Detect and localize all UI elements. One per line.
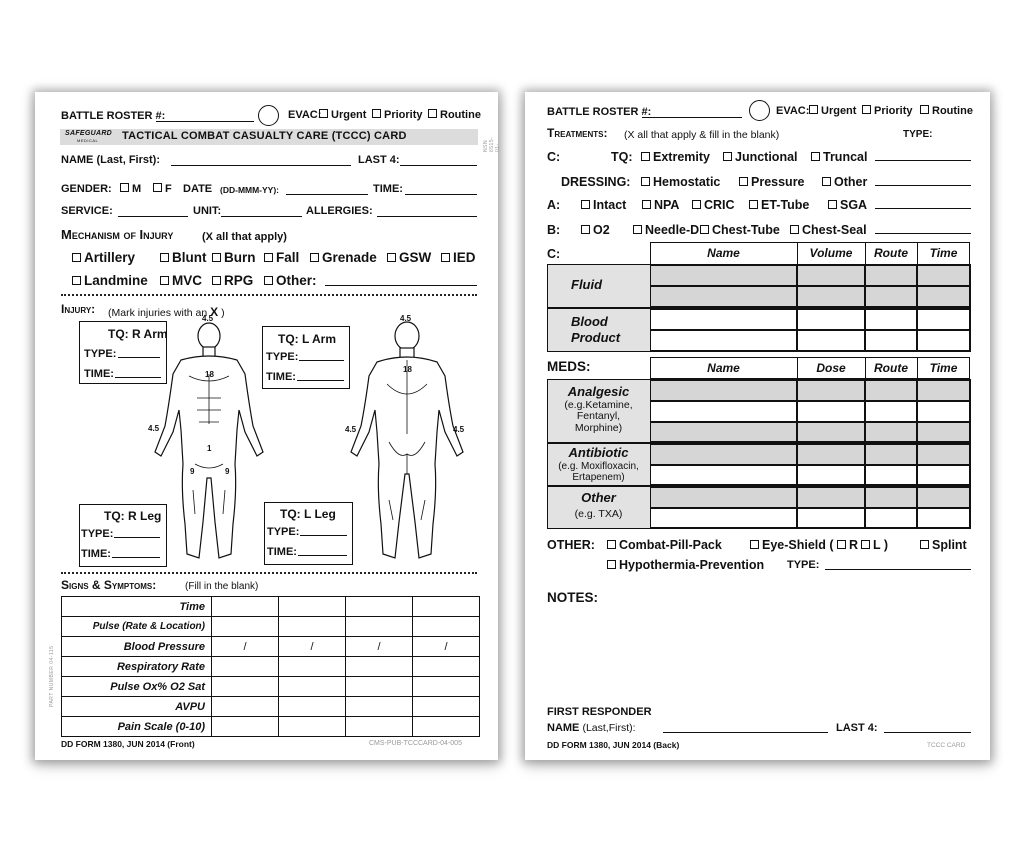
checkbox-icon[interactable] bbox=[581, 225, 590, 234]
med-entry-cell[interactable] bbox=[650, 401, 797, 422]
table-row bbox=[62, 597, 480, 617]
med-entry-cell[interactable] bbox=[797, 401, 865, 422]
treatments-type-label: TYPE: bbox=[903, 129, 933, 140]
body-number: 9 bbox=[225, 467, 230, 476]
battle-roster-field[interactable] bbox=[642, 117, 742, 118]
checkbox-icon[interactable] bbox=[212, 253, 221, 262]
tq-junctional[interactable]: Junctional bbox=[723, 150, 798, 164]
meds-label: MEDS: bbox=[547, 359, 591, 374]
med-entry-cell[interactable] bbox=[797, 508, 865, 528]
back-footer: DD FORM 1380, JUN 2014 (Back) bbox=[547, 740, 680, 750]
other-meds-label: Other bbox=[581, 490, 616, 505]
moi-other[interactable]: Other: bbox=[264, 273, 317, 288]
checkbox-icon[interactable] bbox=[811, 152, 820, 161]
dressing-hemostatic[interactable]: Hemostatic bbox=[641, 175, 720, 189]
ss-row-pulse: Pulse (Rate & Location) bbox=[62, 617, 212, 637]
tq-truncal[interactable]: Truncal bbox=[811, 150, 867, 164]
tccc-card-front bbox=[35, 92, 501, 760]
section-divider bbox=[61, 572, 477, 574]
table-row: Blood Pressure / / / / bbox=[62, 637, 480, 657]
dressing-other[interactable]: Other bbox=[822, 175, 867, 189]
meds-header-dose: Dose bbox=[816, 361, 846, 375]
moi-rpg[interactable]: RPG bbox=[212, 273, 253, 288]
b-needle-d[interactable]: Needle-D bbox=[633, 223, 699, 237]
unit-field[interactable] bbox=[221, 216, 302, 217]
tq-r-arm-type-field[interactable] bbox=[118, 357, 160, 358]
treatments-note: (X all that apply & fill in the blank) bbox=[624, 129, 780, 141]
evac-label: EVAC: bbox=[288, 109, 322, 121]
ss-table bbox=[61, 596, 480, 737]
c-table-label: C: bbox=[547, 247, 561, 261]
med-entry-cell[interactable] bbox=[917, 401, 970, 422]
a-cric[interactable]: CRIC bbox=[692, 198, 735, 212]
body-number: 1 bbox=[207, 444, 212, 453]
checkbox-icon[interactable] bbox=[920, 540, 929, 549]
dressing-pressure[interactable]: Pressure bbox=[739, 175, 805, 189]
evac-routine[interactable]: Routine bbox=[428, 109, 481, 121]
other-meds-example: (e.g. TXA) bbox=[574, 508, 623, 520]
other-type-field[interactable] bbox=[825, 569, 971, 570]
allergies-label: ALLERGIES: bbox=[306, 205, 373, 217]
checkbox-icon[interactable] bbox=[428, 109, 437, 118]
battle-roster-label: BATTLE ROSTER #: bbox=[61, 110, 166, 122]
med-entry-cell[interactable] bbox=[917, 422, 970, 442]
checkbox-icon[interactable] bbox=[607, 540, 616, 549]
eye-shield-r[interactable]: R bbox=[837, 538, 858, 552]
fr-last4-label: LAST 4: bbox=[836, 722, 878, 734]
checkbox-icon[interactable] bbox=[633, 225, 642, 234]
gender-f[interactable]: F bbox=[153, 183, 172, 195]
date-label: DATE bbox=[183, 183, 213, 195]
analgesic-label: Analgesic bbox=[567, 384, 630, 399]
last4-label: LAST 4: bbox=[358, 154, 400, 166]
table-row bbox=[62, 697, 480, 717]
b-chest-seal[interactable]: Chest-Seal bbox=[790, 223, 867, 237]
battle-roster-label: BATTLE ROSTER #: bbox=[547, 106, 652, 118]
checkbox-icon[interactable] bbox=[310, 253, 319, 262]
c-label: C: bbox=[547, 150, 561, 164]
tq-r-arm-time-field[interactable] bbox=[115, 377, 161, 378]
moi-burn[interactable]: Burn bbox=[212, 250, 256, 265]
first-responder-label: FIRST RESPONDER bbox=[547, 706, 652, 718]
body-number: 4.5 bbox=[400, 314, 412, 323]
body-number: 18 bbox=[205, 370, 214, 379]
notes-label: NOTES: bbox=[547, 590, 599, 605]
evac-priority[interactable]: Priority bbox=[372, 109, 423, 121]
antibiotic-example-2: Ertapenem) bbox=[572, 472, 625, 483]
med-entry-cell[interactable] bbox=[797, 444, 865, 465]
med-entry-cell[interactable] bbox=[865, 380, 917, 401]
evac-priority[interactable]: Priority bbox=[862, 105, 913, 117]
tq-r-arm-label: TQ: R Arm bbox=[108, 327, 168, 341]
battle-roster-field[interactable] bbox=[156, 121, 254, 122]
dressing-label: DRESSING: bbox=[561, 175, 631, 189]
checkbox-icon[interactable] bbox=[809, 105, 818, 114]
dressing-field[interactable] bbox=[875, 185, 971, 186]
analgesic-example-1: (e.g.Ketamine, bbox=[564, 399, 633, 411]
med-entry-cell[interactable] bbox=[650, 508, 797, 528]
checkbox-icon[interactable] bbox=[861, 540, 870, 549]
a-intact[interactable]: Intact bbox=[581, 198, 626, 212]
body-back-diagram[interactable] bbox=[343, 314, 477, 569]
body-number: 4.5 bbox=[453, 425, 465, 434]
ss-note: (Fill in the blank) bbox=[185, 581, 259, 592]
med-entry-cell[interactable] bbox=[797, 422, 865, 442]
fr-name-label: NAME (Last,First): bbox=[547, 722, 636, 734]
tq-time-label: TIME: bbox=[267, 546, 297, 558]
checkbox-icon[interactable] bbox=[120, 183, 129, 192]
a-field[interactable] bbox=[875, 208, 971, 209]
body-number: 18 bbox=[403, 365, 412, 374]
moi-grenade[interactable]: Grenade bbox=[310, 250, 377, 265]
checkbox-icon[interactable] bbox=[739, 177, 748, 186]
other-eye-shield[interactable]: Eye-Shield ( bbox=[750, 538, 834, 552]
body-number: 9 bbox=[190, 467, 195, 476]
moi-fall[interactable]: Fall bbox=[264, 250, 299, 265]
allergies-field[interactable] bbox=[377, 216, 477, 217]
med-entry-cell[interactable] bbox=[865, 508, 917, 528]
time-label: TIME: bbox=[373, 183, 403, 195]
last4-field[interactable] bbox=[400, 165, 477, 166]
med-entry-cell[interactable] bbox=[650, 380, 797, 401]
med-entry-cell[interactable] bbox=[797, 380, 865, 401]
tq-type-label: TYPE: bbox=[81, 528, 114, 540]
med-entry-cell[interactable] bbox=[650, 465, 797, 485]
med-entry-cell[interactable] bbox=[650, 487, 797, 508]
med-entry-cell[interactable] bbox=[650, 444, 797, 465]
evac-urgent[interactable]: Urgent bbox=[319, 109, 366, 121]
front-footer-code: CMS-PUB-TCCCARD-04-005 bbox=[369, 740, 462, 747]
moi-other-field[interactable] bbox=[325, 285, 477, 286]
tccc-card-back bbox=[525, 92, 990, 760]
moi-ied[interactable]: IED bbox=[441, 250, 476, 265]
gender-label: GENDER: bbox=[61, 183, 112, 195]
a-et-tube[interactable]: ET-Tube bbox=[749, 198, 809, 212]
tq-r-leg-type-field[interactable] bbox=[114, 537, 160, 538]
tq-label: TQ: bbox=[611, 150, 633, 164]
checkbox-icon[interactable] bbox=[441, 253, 450, 262]
tq-field[interactable] bbox=[875, 160, 971, 161]
front-footer: DD FORM 1380, JUN 2014 (Front) bbox=[61, 739, 195, 749]
b-o2[interactable]: O2 bbox=[581, 223, 610, 237]
safeguard-logo-sub: MEDICAL bbox=[77, 138, 99, 143]
checkbox-icon[interactable] bbox=[641, 152, 650, 161]
checkbox-icon[interactable] bbox=[642, 200, 651, 209]
service-label: SERVICE: bbox=[61, 205, 113, 217]
checkbox-icon[interactable] bbox=[750, 540, 759, 549]
med-entry-cell[interactable] bbox=[865, 487, 917, 508]
moi-title: Mechanism of Injury bbox=[61, 227, 174, 242]
section-divider bbox=[61, 294, 477, 296]
med-entry-cell[interactable] bbox=[917, 380, 970, 401]
other-type-label: TYPE: bbox=[787, 559, 820, 571]
evac-label: EVAC: bbox=[776, 105, 810, 117]
a-sga[interactable]: SGA bbox=[828, 198, 867, 212]
med-entry-cell[interactable] bbox=[917, 508, 970, 528]
checkbox-icon[interactable] bbox=[920, 105, 929, 114]
checkbox-icon[interactable] bbox=[319, 109, 328, 118]
med-entry-cell[interactable] bbox=[865, 401, 917, 422]
evac-circle bbox=[749, 100, 770, 121]
med-entry-cell[interactable] bbox=[917, 487, 970, 508]
time-field[interactable] bbox=[405, 194, 477, 195]
a-npa[interactable]: NPA bbox=[642, 198, 679, 212]
fluid-label: Fluid bbox=[571, 277, 603, 292]
med-entry-cell[interactable] bbox=[797, 487, 865, 508]
tq-l-arm-time-field[interactable] bbox=[297, 380, 344, 381]
evac-circle bbox=[258, 105, 279, 126]
body-number: 4.5 bbox=[345, 425, 357, 434]
c-header-volume: Volume bbox=[809, 246, 853, 260]
body-number: 4.5 bbox=[148, 424, 160, 433]
med-entry-cell[interactable] bbox=[650, 422, 797, 442]
checkbox-icon[interactable] bbox=[723, 152, 732, 161]
checkbox-icon[interactable] bbox=[372, 109, 381, 118]
date-field[interactable] bbox=[286, 194, 368, 195]
gender-m[interactable]: M bbox=[120, 183, 141, 195]
med-entry-cell[interactable] bbox=[917, 465, 970, 485]
antibiotic-example-1: (e.g. Moxifloxacin, bbox=[558, 461, 639, 472]
checkbox-icon[interactable] bbox=[264, 253, 273, 262]
med-entry-cell[interactable] bbox=[865, 465, 917, 485]
tq-type-label: TYPE: bbox=[84, 348, 117, 360]
tq-l-leg-type-field[interactable] bbox=[300, 535, 347, 536]
injury-note: (Mark injuries with an X ) bbox=[108, 305, 225, 319]
blood-label: Blood bbox=[571, 314, 608, 329]
ss-row-bp: Blood Pressure bbox=[62, 637, 212, 657]
checkbox-icon[interactable] bbox=[160, 253, 169, 262]
table-row bbox=[62, 677, 480, 697]
checkbox-icon[interactable] bbox=[641, 177, 650, 186]
ss-row-pulseox: Pulse Ox% O2 Sat bbox=[62, 677, 212, 697]
c-header-time: Time bbox=[929, 246, 958, 260]
tq-l-leg-label: TQ: L Leg bbox=[280, 507, 336, 521]
fr-name-field[interactable] bbox=[663, 732, 828, 733]
tq-time-label: TIME: bbox=[84, 368, 114, 380]
other-label: OTHER: bbox=[547, 538, 595, 552]
tq-type-label: TYPE: bbox=[267, 526, 300, 538]
table-row bbox=[62, 617, 480, 637]
moi-note: (X all that apply) bbox=[202, 231, 287, 243]
ss-row-time: Time bbox=[62, 597, 212, 617]
product-label: Product bbox=[571, 330, 621, 345]
notes-field[interactable] bbox=[547, 608, 971, 700]
checkbox-icon[interactable] bbox=[387, 253, 396, 262]
checkbox-icon[interactable] bbox=[72, 253, 81, 262]
other-hypothermia-prevention[interactable]: Hypothermia-Prevention bbox=[607, 558, 764, 572]
a-label: A: bbox=[547, 198, 561, 212]
med-entry-cell[interactable] bbox=[865, 422, 917, 442]
ss-row-avpu: AVPU bbox=[62, 697, 212, 717]
table-row bbox=[62, 717, 480, 737]
tq-l-arm-label: TQ: L Arm bbox=[278, 332, 337, 346]
body-number: 4.5 bbox=[202, 314, 214, 323]
eye-shield-l[interactable]: L ) bbox=[861, 538, 888, 552]
side-nsn: NSN 6515-01-... bbox=[483, 136, 501, 152]
c-header-route: Route bbox=[874, 246, 908, 260]
checkbox-icon[interactable] bbox=[749, 200, 758, 209]
moi-artillery[interactable]: Artillery bbox=[72, 250, 135, 265]
b-label: B: bbox=[547, 223, 561, 237]
evac-routine[interactable]: Routine bbox=[920, 105, 973, 117]
tq-time-label: TIME: bbox=[266, 371, 296, 383]
evac-urgent[interactable]: Urgent bbox=[809, 105, 856, 117]
other-splint[interactable]: Splint bbox=[920, 538, 967, 552]
b-chest-tube[interactable]: Chest-Tube bbox=[700, 223, 780, 237]
back-footer-code: TCCC CARD bbox=[927, 742, 966, 749]
checkbox-icon[interactable] bbox=[264, 276, 273, 285]
checkbox-icon[interactable] bbox=[822, 177, 831, 186]
service-field[interactable] bbox=[118, 216, 188, 217]
checkbox-icon[interactable] bbox=[837, 540, 846, 549]
antibiotic-label: Antibiotic bbox=[568, 445, 629, 460]
checkbox-icon[interactable] bbox=[72, 276, 81, 285]
tq-r-leg-label: TQ: R Leg bbox=[104, 509, 162, 523]
other-combat-pill-pack[interactable]: Combat-Pill-Pack bbox=[607, 538, 722, 552]
safeguard-logo: SAFEGUARD bbox=[65, 130, 113, 137]
checkbox-icon[interactable] bbox=[581, 200, 590, 209]
treatments-title: Treatments: bbox=[547, 126, 608, 140]
moi-mvc[interactable]: MVC bbox=[160, 273, 202, 288]
med-entry-cell[interactable] bbox=[865, 444, 917, 465]
fr-last4-field[interactable] bbox=[884, 732, 971, 733]
checkbox-icon[interactable] bbox=[862, 105, 871, 114]
checkbox-icon[interactable] bbox=[790, 225, 799, 234]
tq-r-leg-time-field[interactable] bbox=[112, 557, 160, 558]
name-label: NAME (Last, First): bbox=[61, 154, 160, 166]
med-entry-cell[interactable] bbox=[917, 444, 970, 465]
date-format: (DD-MMM-YY): bbox=[220, 185, 280, 195]
ss-title: Signs & Symptoms: bbox=[61, 578, 157, 592]
ss-row-pain: Pain Scale (0-10) bbox=[62, 717, 212, 737]
tq-l-arm-type-field[interactable] bbox=[299, 360, 344, 361]
checkbox-icon[interactable] bbox=[153, 183, 162, 192]
meds-header-time: Time bbox=[929, 361, 958, 375]
moi-blunt[interactable]: Blunt bbox=[160, 250, 207, 265]
name-field[interactable] bbox=[171, 165, 351, 166]
checkbox-icon[interactable] bbox=[828, 200, 837, 209]
card-title: TACTICAL COMBAT CASUALTY CARE (TCCC) CARD bbox=[122, 130, 407, 142]
table-row bbox=[62, 657, 480, 677]
analgesic-example-3: Morphine) bbox=[574, 422, 623, 434]
moi-gsw[interactable]: GSW bbox=[387, 250, 431, 265]
checkbox-icon[interactable] bbox=[692, 200, 701, 209]
meds-header-name: Name bbox=[707, 361, 740, 375]
med-entry-cell[interactable] bbox=[797, 465, 865, 485]
meds-header-route: Route bbox=[874, 361, 908, 375]
c-header-name: Name bbox=[707, 246, 740, 260]
checkbox-icon[interactable] bbox=[212, 276, 221, 285]
ss-row-rr: Respiratory Rate bbox=[62, 657, 212, 677]
analgesic-example-2: Fentanyl, bbox=[576, 410, 621, 422]
unit-label: UNIT: bbox=[193, 205, 222, 217]
checkbox-icon[interactable] bbox=[700, 225, 709, 234]
checkbox-icon[interactable] bbox=[160, 276, 169, 285]
tq-time-label: TIME: bbox=[81, 548, 111, 560]
tq-type-label: TYPE: bbox=[266, 351, 299, 363]
checkbox-icon[interactable] bbox=[607, 560, 616, 569]
injury-title: Injury: bbox=[61, 302, 96, 316]
side-part-number: PART NUMBER 04-115 bbox=[49, 645, 55, 707]
tq-l-leg-time-field[interactable] bbox=[298, 555, 347, 556]
tq-extremity[interactable]: Extremity bbox=[641, 150, 710, 164]
b-field[interactable] bbox=[875, 233, 971, 234]
moi-landmine[interactable]: Landmine bbox=[72, 273, 148, 288]
